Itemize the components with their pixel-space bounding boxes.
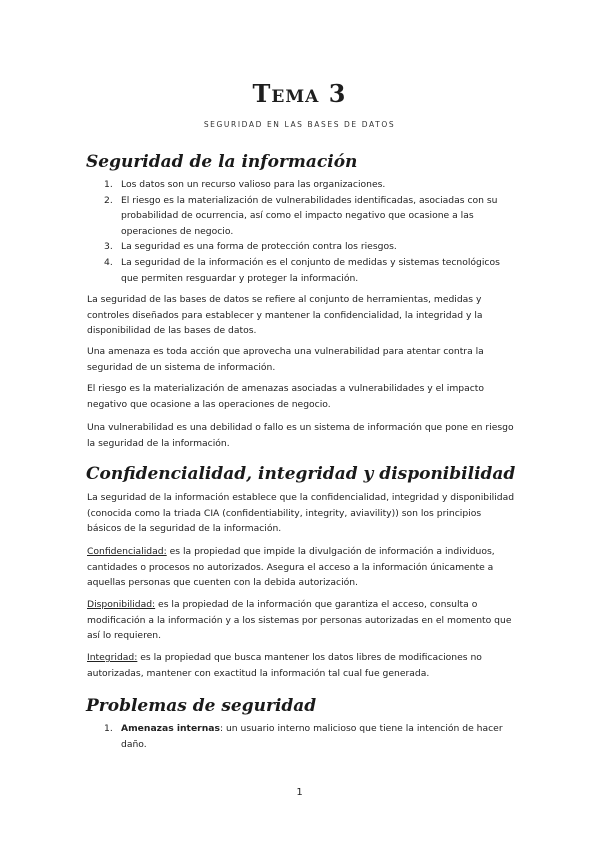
definition-text: es la propiedad que impide la divulgación de información a individuos, cantidades o procesos no autorizados. Asegura el acceso a la información únicamente a aquellas personas que cuenten con la debida autorización. [87, 546, 495, 589]
list-item-text: : un usuario interno malicioso que tiene la intención de hacer daño. [121, 723, 503, 750]
list-item-term: Amenazas internas [121, 723, 220, 734]
list-item-number: 3. [104, 241, 113, 253]
definition-disponibilidad [87, 597, 515, 644]
list-item-text: La seguridad de la información es el conjunto de medidas y sistemas tecnológicos que permiten resguardar y proteger la información. [121, 256, 500, 284]
list-item-number: 1. [104, 179, 113, 190]
definition-term: Disponibilidad: [87, 599, 156, 610]
definition-term: Integridad: [87, 652, 138, 663]
list-item-text: La seguridad es una forma de protección contra los riesgos. [121, 241, 397, 253]
paragraph-vulnerabilidad: Una vulnerabilidad es una debilidad o fallo es un sistema de información que pone en riesgo la seguridad de la información. [87, 422, 514, 449]
list-item-number: 4. [104, 256, 113, 268]
page-number: 1 [296, 787, 303, 798]
numbered-list-problemas [104, 721, 516, 752]
document-subtitle: SEGURIDAD EN LAS BASES DE DATOS [203, 120, 396, 129]
list-item [104, 255, 516, 286]
section-heading-problemas-seguridad: Problemas de seguridad [86, 696, 317, 716]
list-item-text: Los datos son un recurso valioso para las organizaciones. [121, 179, 386, 190]
definition-text: es la propiedad de la información que garantiza el acceso, consulta o modificación a la información y a los sistemas por personas autorizadas en el momento que así lo requieren. [87, 599, 512, 642]
definition-text: es la propiedad que busca mantener los datos libres de modificaciones no autorizadas, mantener con exactitud la información tal cual fue generada. [87, 652, 482, 679]
paragraph-cia-intro: La seguridad de la información establece que la confidencialidad, integridad y disponibilidad (conocida como la triada CIA (confidentiability, integrity, aviavility)) son los principios básicos de la seguridad de la información. [87, 492, 515, 535]
definition-integridad [87, 650, 515, 681]
paragraph-bases-de-datos: La seguridad de las bases de datos se refiere al conjunto de herramientas, medidas y controles diseñados para establecer y mantener la confidencialidad, la integridad y la disponibilidad de las bases de datos. [87, 294, 483, 337]
list-item [104, 239, 516, 255]
definition-confidencialidad [87, 544, 515, 591]
paragraph-amenaza: Una amenaza es toda acción que aprovecha una vulnerabilidad para atentar contra la seguridad de un sistema de información. [87, 346, 484, 373]
numbered-list-security-concepts [104, 177, 516, 286]
list-item-number: 1. [104, 723, 113, 734]
list-item-text: El riesgo es la materialización de vulnerabilidades identificadas, asociadas con su probabilidad de ocurrencia, así como el impacto negativo que ocasione a las operaciones de negocio. [121, 194, 498, 237]
list-item [104, 193, 516, 240]
section-heading-cia: Confidencialidad, integridad y disponibilidad [86, 464, 516, 484]
list-item [104, 177, 516, 193]
paragraph-riesgo: El riesgo es la materialización de amenazas asociadas a vulnerabilidades y el impacto negativo que ocasione a las operaciones de negocio. [87, 383, 485, 410]
list-item [104, 721, 516, 752]
section-heading-seguridad-informacion: Seguridad de la información [86, 152, 358, 172]
list-item-number: 2. [104, 194, 113, 206]
document-title: Tema 3 [252, 79, 347, 108]
definition-term: Confidencialidad: [87, 546, 167, 557]
